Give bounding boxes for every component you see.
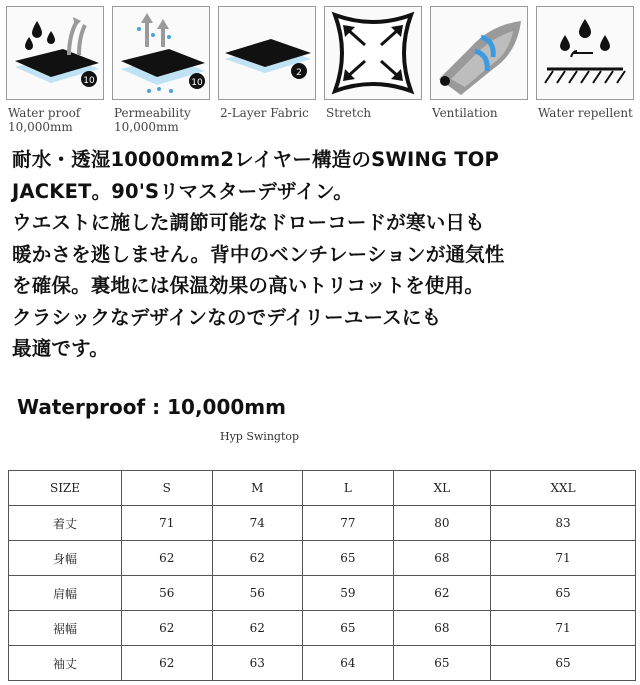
feature-icons-row bbox=[0, 0, 640, 140]
row-label: 袖丈 bbox=[9, 646, 122, 681]
feature-label: Stretch bbox=[326, 106, 372, 120]
feature-label: 2-Layer Fabric bbox=[220, 106, 309, 120]
description-line: 暖かさを逃しません。背中のベンチレーションが通気性 bbox=[12, 242, 505, 266]
table-row bbox=[9, 646, 636, 681]
feature-2-layer-fabric bbox=[218, 6, 318, 120]
table-cell: 65 bbox=[491, 646, 636, 681]
model-name: Hyp Swingtop bbox=[220, 430, 300, 443]
fabric-layer-icon bbox=[218, 6, 316, 100]
table-cell: 62 bbox=[122, 541, 213, 576]
description-line: を確保。裏地には保温効果の高いトリコットを使用。 bbox=[12, 274, 485, 297]
table-row bbox=[9, 506, 636, 541]
waterproof-spec: Waterproof : 10,000mm bbox=[17, 395, 286, 419]
table-row bbox=[9, 611, 636, 646]
water-repellent-icon bbox=[536, 6, 634, 100]
table-cell: 65 bbox=[303, 611, 394, 646]
header-cell: SIZE bbox=[9, 471, 122, 506]
table-row bbox=[9, 541, 636, 576]
header-cell: S bbox=[122, 471, 213, 506]
header-cell: L bbox=[303, 471, 394, 506]
table-cell: 62 bbox=[393, 576, 490, 611]
feature-stretch bbox=[324, 6, 424, 120]
svg-text:10: 10 bbox=[191, 78, 203, 88]
table-cell: 56 bbox=[212, 576, 303, 611]
table-cell: 77 bbox=[303, 506, 394, 541]
table-cell: 68 bbox=[393, 611, 490, 646]
svg-text:2: 2 bbox=[296, 68, 302, 78]
feature-label: Permeability bbox=[114, 106, 191, 120]
description-line: 最適です。 bbox=[12, 337, 109, 360]
row-label: 身幅 bbox=[9, 541, 122, 576]
row-label: 肩幅 bbox=[9, 576, 122, 611]
table-cell: 83 bbox=[491, 506, 636, 541]
product-description bbox=[12, 144, 637, 365]
feature-water-repellent bbox=[536, 6, 636, 120]
feature-ventilation bbox=[430, 6, 530, 120]
feature-sub: 10,000mm bbox=[8, 120, 73, 134]
svg-text:10: 10 bbox=[83, 76, 95, 86]
table-cell: 65 bbox=[303, 541, 394, 576]
table-cell: 62 bbox=[212, 611, 303, 646]
description-line: 耐水・透湿10000mm2レイヤー構造のSWING TOP bbox=[12, 148, 499, 171]
table-row bbox=[9, 576, 636, 611]
feature-sub: 10,000mm bbox=[114, 120, 179, 134]
table-cell: 71 bbox=[491, 541, 636, 576]
feature-permeability bbox=[112, 6, 212, 134]
table-cell: 56 bbox=[122, 576, 213, 611]
header-cell: XXL bbox=[491, 471, 636, 506]
waterproof-icon bbox=[6, 6, 104, 100]
table-cell: 63 bbox=[212, 646, 303, 681]
table-cell: 74 bbox=[212, 506, 303, 541]
row-label: 着丈 bbox=[9, 506, 122, 541]
table-cell: 65 bbox=[393, 646, 490, 681]
header-cell: M bbox=[212, 471, 303, 506]
table-cell: 59 bbox=[303, 576, 394, 611]
table-cell: 64 bbox=[303, 646, 394, 681]
feature-label: Water proof bbox=[8, 106, 81, 120]
table-cell: 71 bbox=[122, 506, 213, 541]
table-cell: 68 bbox=[393, 541, 490, 576]
permeability-icon bbox=[112, 6, 210, 100]
stretch-icon bbox=[324, 6, 422, 100]
row-label: 裾幅 bbox=[9, 611, 122, 646]
size-table-header bbox=[9, 471, 636, 506]
table-cell: 71 bbox=[491, 611, 636, 646]
table-cell: 62 bbox=[212, 541, 303, 576]
description-line: クラシックなデザインなのでデイリーユースにも bbox=[12, 305, 442, 329]
description-line: ウエストに施した調節可能なドローコードが寒い日も bbox=[12, 211, 485, 234]
table-cell: 80 bbox=[393, 506, 490, 541]
table-cell: 65 bbox=[491, 576, 636, 611]
table-cell: 62 bbox=[122, 611, 213, 646]
description-line: JACKET。90'Sリマスターデザイン。 bbox=[12, 179, 353, 203]
header-cell: XL bbox=[393, 471, 490, 506]
ventilation-icon bbox=[430, 6, 528, 100]
feature-label: Water repellent bbox=[538, 106, 633, 120]
feature-waterproof bbox=[6, 6, 106, 134]
table-cell: 62 bbox=[122, 646, 213, 681]
feature-label: Ventilation bbox=[432, 106, 498, 120]
size-table bbox=[8, 470, 636, 681]
